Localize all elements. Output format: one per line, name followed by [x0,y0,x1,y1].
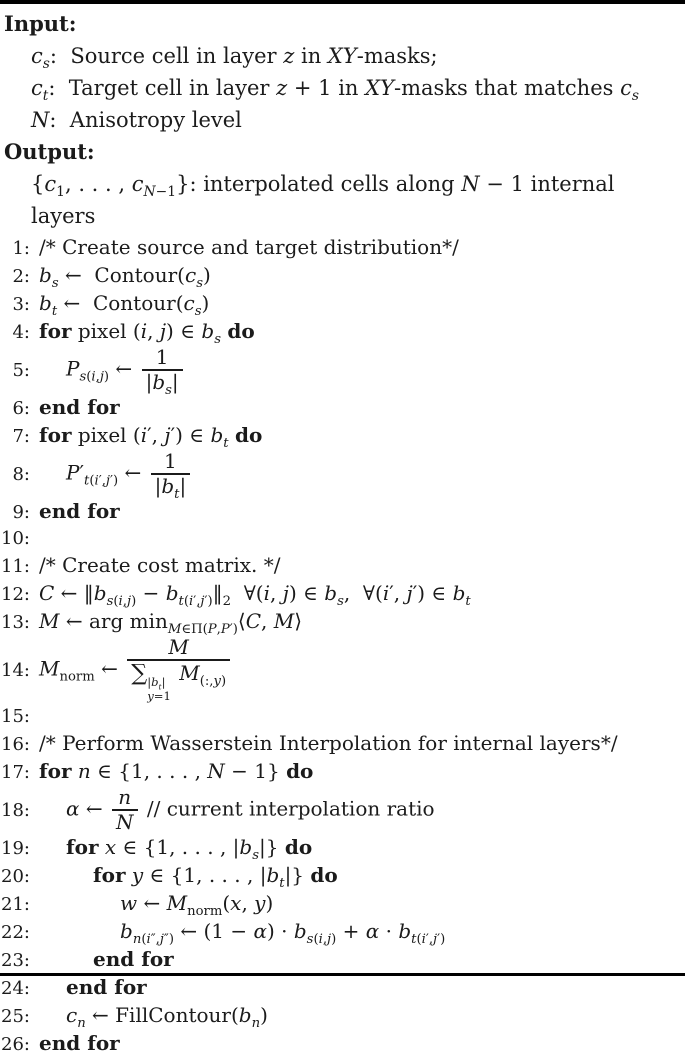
algo-line [0,704,683,730]
line-statement: w ← $M_{norm}(x$, y) [120,891,274,920]
line-statement: /* Create cost matrix. */ [39,553,281,577]
header-item: {$c_1$, . . . , $c_{N-1}$}: interpolated cells along N − 1 internal layers [31,172,615,228]
algo-line [0,1030,683,1058]
line-statement: M ← arg $\min_{M\in\Pi(P,P')}⟨C$, M⟩ [39,609,303,637]
line-number: 11: [1,556,30,577]
line-number: 1: [12,238,30,259]
algo-line [0,526,683,552]
line-statement: $b_{n(i'',j'')}$ ← $(1 - \alpha) \cdot b_{s(i,j)} + \alpha \cdot b_{t(i',j')}$ [120,919,446,948]
header-item: $c_s$: Source cell in layer z in XY-masks; [31,44,438,73]
line-statement: end for [39,499,120,523]
line-number: 9: [12,502,30,523]
line-number: 12: [1,584,30,605]
algo-line [0,730,683,758]
algo-line [0,422,683,450]
line-number: 25: [1,1006,30,1028]
line-statement: α ← $\frac{n}{N}$ // current interpolation ratio [66,785,435,835]
algo-line [0,786,683,834]
algo-line [0,862,683,890]
line-number: 3: [12,294,30,315]
line-statement: for x ∈ {1, . . . , $|b_s|$} do [66,835,313,864]
line-number: 8: [12,463,30,485]
algo-line [0,580,683,608]
algo-line [0,834,683,862]
algo-line [0,318,683,346]
line-number: 19: [1,838,30,860]
header-item: N: Anisotropy level [31,108,242,132]
line-number: 20: [1,866,30,888]
algo-line [0,974,683,1002]
line-number: 10: [1,528,30,549]
line-statement: for pixel (i′, j′) ∈ $b_t$ do [39,423,263,451]
line-number: 13: [1,612,30,633]
line-number: 18: [1,799,30,821]
line-number: 22: [1,922,30,944]
algo-line [0,552,683,580]
line-number: 24: [1,978,30,1000]
algo-line [0,1002,683,1030]
algo-line [0,758,683,786]
algo-line [0,394,683,422]
output-label: Output: [4,139,95,164]
algo-line [0,498,683,526]
algo-line [0,234,683,262]
line-statement: $P'_{t(i',j')}$ ← $\frac{1}{|b_t|}$ [39,450,683,498]
line-statement: end for [39,1031,120,1056]
line-number: 15: [1,706,30,728]
algo-line [0,262,683,290]
algo-line [0,918,683,946]
line-statement: $M_{norm}$ ← M ∑ $|b_t|$ y=1 $M_{(:,y)}$ [39,636,683,704]
line-number: 4: [12,322,30,343]
line-number: 6: [12,398,30,419]
header-item: $c_t$: Target cell in layer z + 1 in XY-masks that matches $c_s$ [31,76,639,105]
algo-line [0,290,683,318]
line-number: 2: [12,266,30,287]
line-number: 26: [1,1034,30,1056]
input-label: Input: [4,11,77,36]
line-number: 14: [1,659,30,681]
line-number: 17: [1,762,30,784]
algo-line [0,449,683,502]
line-statement: for n ∈ {1, . . . , N − 1} do [39,759,314,784]
line-statement: /* Create source and target distribution*/ [39,235,459,259]
line-statement: $P_{s(i,j)}$ ← $\frac{1}{|b_s|}$ [39,346,683,394]
algorithm-header [0,4,685,232]
line-statement: /* Perform Wasserstein Interpolation for internal layers*/ [39,731,618,756]
line-statement: end for [93,947,174,972]
line-statement: C ← $‖b_{s(i,j)}$ − $b_{t(i',j')}‖_2$ ∀(i, j) ∈ $b_s$, ∀(i′, j′) ∈ $b_t$ [39,581,471,609]
line-statement: for y ∈ {1, . . . , $|b_t|$} do [93,863,338,892]
algorithm-lines [0,232,685,1058]
line-statement: for pixel (i, j) ∈ $b_s$ do [39,319,255,347]
input-items [4,40,681,136]
line-number: 16: [1,734,30,756]
line-statement: $b_s$ ← $Contour(c_s)$ [39,263,211,291]
line-statement: end for [66,975,147,1000]
line-number: 5: [12,359,30,381]
line-number: 7: [12,426,30,447]
algo-line [0,636,683,704]
line-statement: $c_n$ ← $FillContour(b_n)$ [66,1003,268,1032]
line-number: 23: [1,950,30,972]
output-items [4,168,681,232]
algo-line [0,890,683,918]
line-statement: $b_t$ ← $Contour(c_s)$ [39,291,210,319]
bottom-rule [0,973,685,976]
line-statement: end for [39,395,120,419]
algo-line [0,608,683,636]
algo-line [0,345,683,398]
algo-line [0,946,683,974]
line-number: 21: [1,894,30,916]
